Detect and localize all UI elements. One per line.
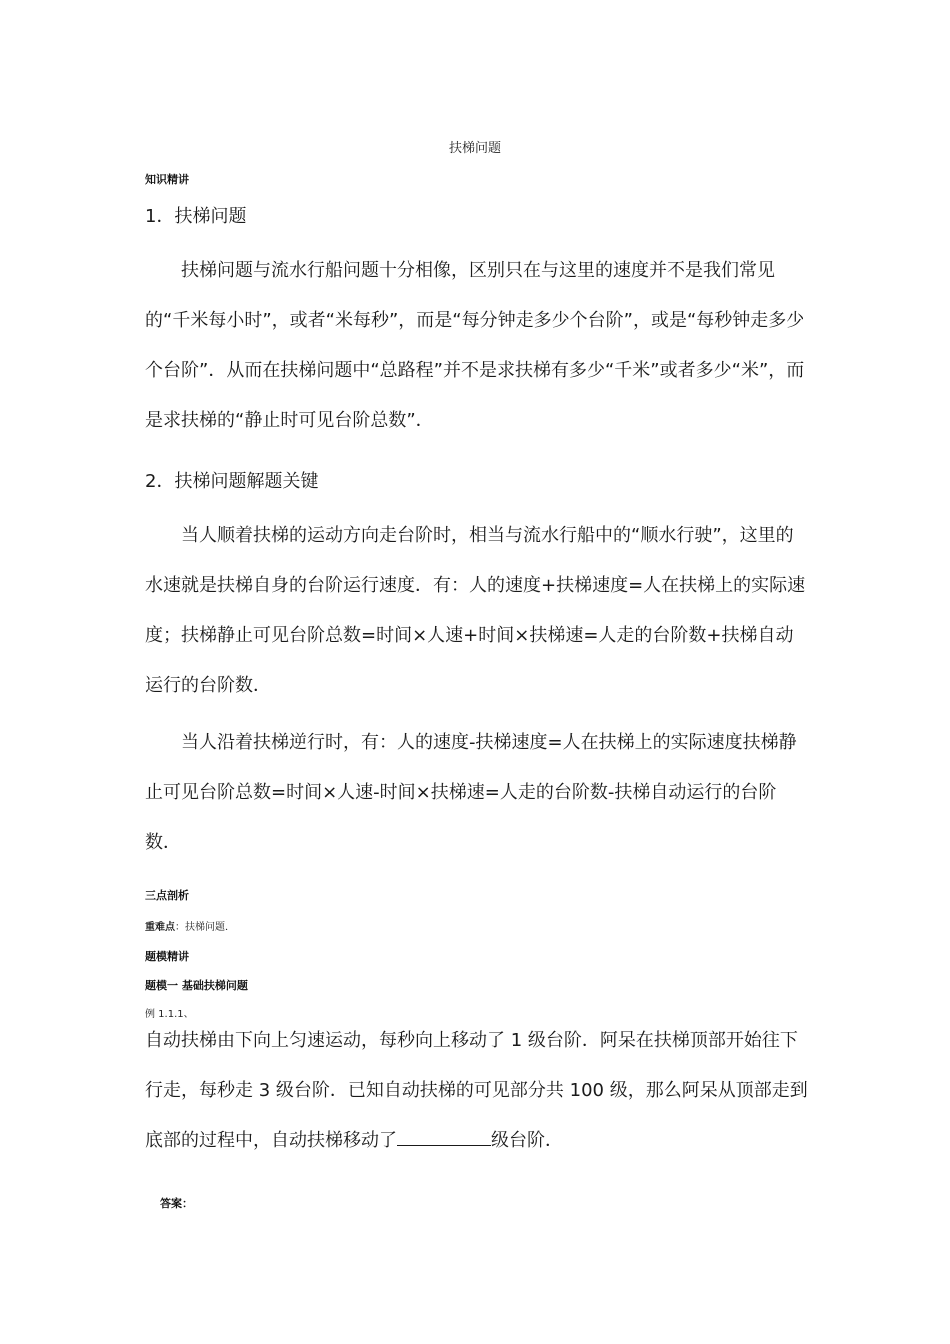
section-2-paragraph-1: 当人顺着扶梯的运动方向走台阶时，相当与流水行船中的“顺水行驶”，这里的水速就是扶梯自身的台阶运行速度．有：人的速度+扶梯速度=人在扶梯上的实际速度；扶梯静止可见台阶总数=时间×人速+时间×扶梯速=人走的台阶数+扶梯自动运行的台阶数．	[145, 525, 806, 696]
model-1-heading: 题模一 基础扶梯问题	[145, 979, 248, 992]
section-2-heading: 2．扶梯问题解题关键	[145, 471, 319, 492]
model-heading: 题模精讲	[145, 950, 189, 963]
example-text-after: 级台阶．	[491, 1130, 563, 1151]
key-point-line	[145, 918, 235, 933]
example-question	[145, 1016, 810, 1166]
answer-label: 答案：	[160, 1197, 193, 1210]
example-text-before: 自动扶梯由下向上匀速运动，每秒向上移动了 1 级台阶．阿呆在扶梯顶部开始往下行走，每秒走 3 级台阶．已知自动扶梯的可见部分共 100 级，那么阿呆从顶部走到底部的过程中，自动扶梯移动了	[145, 1030, 808, 1151]
analysis-heading: 三点剖析	[145, 889, 189, 902]
section-1-paragraph: 扶梯问题与流水行船问题十分相像，区别只在与这里的速度并不是我们常见的“千米每小时”，或者“米每秒”，而是“每分钟走多少个台阶”，或是“每秒钟走多少个台阶”．从而在扶梯问题中“总路程”并不是求扶梯有多少“千米”或者多少“米”，而是求扶梯的“静止时可见台阶总数”．	[145, 260, 805, 431]
key-point-label: 重难点	[145, 922, 175, 933]
key-point-text: ：扶梯问题．	[175, 922, 235, 933]
knowledge-heading: 知识精讲	[145, 173, 189, 186]
answer-blank	[397, 1129, 491, 1146]
document-title: 扶梯问题	[448, 141, 501, 156]
section-1-heading: 1．扶梯问题	[145, 206, 247, 227]
example-label: 例 1.1.1、	[145, 1009, 194, 1020]
section-2-paragraph-2: 当人沿着扶梯逆行时，有：人的速度-扶梯速度=人在扶梯上的实际速度扶梯静止可见台阶总数=时间×人速-时间×扶梯速=人走的台阶数-扶梯自动运行的台阶数．	[145, 732, 797, 853]
